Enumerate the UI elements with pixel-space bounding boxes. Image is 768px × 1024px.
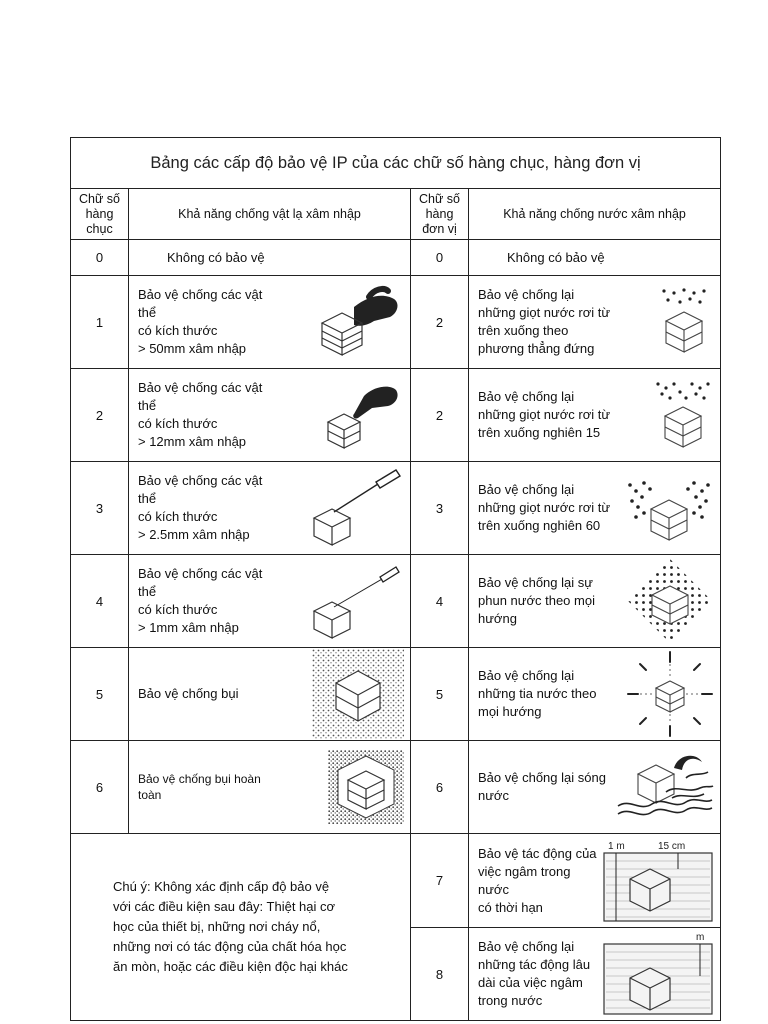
angled-drops-60-cube-icon — [624, 471, 714, 546]
dust-cube-icon — [312, 649, 404, 739]
waves-cube-icon — [616, 748, 714, 826]
svg-text:1 m: 1 m — [608, 840, 625, 852]
finger-touch-cube-icon — [314, 378, 404, 453]
tens-digit: 3 — [71, 462, 129, 555]
solid-description: Bảo vệ chống bụi — [138, 686, 239, 701]
solid-description: Không có bảo vệ — [129, 240, 411, 276]
units-digit: 5 — [411, 648, 469, 741]
water-description: Bảo vệ chống lại sóng nước — [478, 770, 606, 803]
table-title: Bảng các cấp độ bảo vệ IP của các chữ số hàng chục, hàng đơn vị — [71, 138, 721, 189]
tens-digit: 2 — [71, 369, 129, 462]
table-row — [71, 276, 721, 369]
solid-description: Bảo vệ chống bụi hoàn toàn — [138, 772, 261, 802]
water-description: Không có bảo vệ — [469, 240, 721, 276]
tens-digit: 6 — [71, 741, 129, 834]
water-description: Bảo vệ tác động của việc ngâm trong nước có thời hạn — [478, 845, 597, 915]
tens-digit: 0 — [71, 240, 129, 276]
vertical-drops-cube-icon — [654, 285, 714, 360]
units-digit: 7 — [411, 834, 469, 928]
header-units-digit: Chữ số hàng đơn vị — [411, 189, 469, 240]
water-description: Bảo vệ chống lại những tia nước theo mọi hướng — [478, 668, 597, 719]
units-digit: 6 — [411, 741, 469, 834]
units-digit: 2 — [411, 276, 469, 369]
table-row — [71, 741, 721, 834]
angled-drops-15-cube-icon — [652, 378, 714, 453]
water-description: Bảo vệ chống lại những giọt nước rơi từ trên xuống nghiên 60 — [478, 482, 611, 533]
tens-digit: 4 — [71, 555, 129, 648]
hand-touch-cube-icon — [314, 285, 404, 360]
solid-description: Bảo vệ chống các vật thể có kích thước > 50mm xâm nhập — [138, 287, 263, 356]
dust-tight-cube-icon — [328, 750, 404, 824]
table-row — [71, 555, 721, 648]
spray-cube-icon — [626, 557, 714, 645]
water-description: Bảo vệ chống lại những tác động lâu dài của việc ngâm trong nước — [478, 939, 591, 1008]
water-description: Bảo vệ chống lại sự phun nước theo mọi hướng — [478, 575, 595, 626]
wire-cube-icon — [304, 561, 404, 641]
table-row — [71, 834, 721, 928]
note-text: Chú ý: Không xác định cấp độ bảo vệ với các điều kiện sau đây: Thiệt hại cơ học của thiết bị, những nơi cháy nổ, những nơi có tác động của chất hóa học ăn mòn, hoặc các điều kiện độc hại khác — [71, 834, 411, 1021]
water-description: Bảo vệ chống lại những giọt nước rơi từ trên xuống theo phương thẳng đứng — [478, 287, 611, 356]
header-solid-protection: Khả năng chống vật lạ xâm nhập — [129, 189, 411, 240]
solid-description: Bảo vệ chống các vật thể có kích thước > 1mm xâm nhập — [138, 566, 263, 635]
table-row — [71, 462, 721, 555]
units-digit: 0 — [411, 240, 469, 276]
solid-description: Bảo vệ chống các vật thể có kích thước > 12mm xâm nhập — [138, 380, 263, 449]
table-row — [71, 648, 721, 741]
header-water-protection: Khả năng chống nước xâm nhập — [469, 189, 721, 240]
units-digit: 2 — [411, 369, 469, 462]
units-digit: 3 — [411, 462, 469, 555]
jets-cube-icon — [626, 650, 714, 738]
screwdriver-cube-icon — [304, 468, 404, 548]
tens-digit: 5 — [71, 648, 129, 741]
header-tens-digit: Chữ số hàng chục — [71, 189, 129, 240]
ip-rating-table — [70, 137, 721, 1021]
svg-text:m: m — [696, 932, 705, 943]
svg-text:15 cm: 15 cm — [658, 840, 686, 852]
units-digit: 4 — [411, 555, 469, 648]
water-description: Bảo vệ chống lại những giọt nước rơi từ trên xuống nghiên 15 — [478, 389, 611, 440]
tens-digit: 1 — [71, 276, 129, 369]
solid-description: Bảo vệ chống các vật thể có kích thước > 2.5mm xâm nhập — [138, 473, 263, 542]
units-digit: 8 — [411, 928, 469, 1021]
table-row — [71, 369, 721, 462]
immersion-continuous-icon — [602, 932, 714, 1016]
immersion-temporary-icon — [602, 839, 714, 923]
